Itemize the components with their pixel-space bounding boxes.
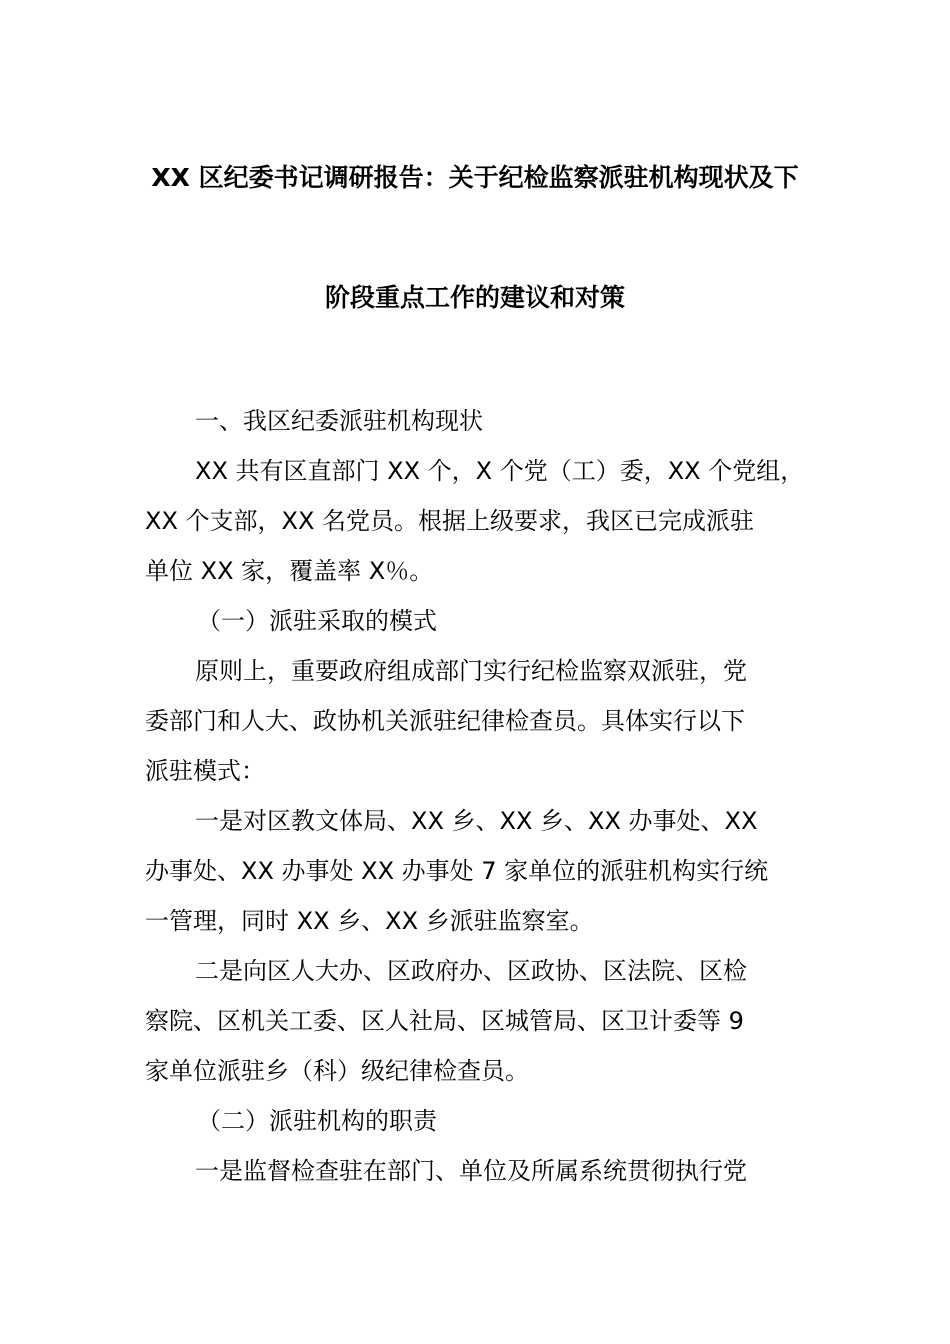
section-heading-1: 一、我区纪委派驻机构现状	[195, 407, 483, 435]
paragraph-3-line-3: 一管理，同时 XX 乡、XX 乡派驻监察室。	[145, 907, 594, 935]
paragraph-4-line-1: 二是向区人大办、区政府办、区政协、区法院、区检	[195, 957, 747, 985]
paragraph-3-line-2: 办事处、XX 办事处 XX 办事处 7 家单位的派驻机构实行统	[145, 857, 769, 885]
paragraph-2-line-1: 原则上，重要政府组成部门实行纪检监察双派驻，党	[195, 657, 747, 685]
subsection-heading-1: （一）派驻采取的模式	[197, 607, 437, 635]
paragraph-5-line-1: 一是监督检查驻在部门、单位及所属系统贯彻执行党	[195, 1157, 747, 1185]
paragraph-4-line-3: 家单位派驻乡（科）级纪律检查员。	[145, 1057, 529, 1085]
document-title-line-2: 阶段重点工作的建议和对策	[324, 283, 625, 312]
paragraph-1-line-2: XX 个支部，XX 名党员。根据上级要求，我区已完成派驻	[145, 507, 755, 535]
paragraph-1-line-1: XX 共有区直部门 XX 个，X 个党（工）委，XX 个党组，	[195, 457, 805, 485]
document-title-line-1: XX 区纪委书记调研报告：关于纪检监察派驻机构现状及下	[151, 163, 799, 192]
paragraph-4-line-2: 察院、区机关工委、区人社局、区城管局、区卫计委等 9	[145, 1007, 744, 1035]
subsection-heading-2: （二）派驻机构的职责	[197, 1107, 437, 1135]
paragraph-2-line-3: 派驻模式：	[145, 757, 265, 785]
paragraph-1-line-3: 单位 XX 家，覆盖率 X％。	[145, 557, 434, 585]
paragraph-3-line-1: 一是对区教文体局、XX 乡、XX 乡、XX 办事处、XX	[195, 807, 758, 835]
paragraph-2-line-2: 委部门和人大、政协机关派驻纪律检查员。具体实行以下	[145, 707, 745, 735]
